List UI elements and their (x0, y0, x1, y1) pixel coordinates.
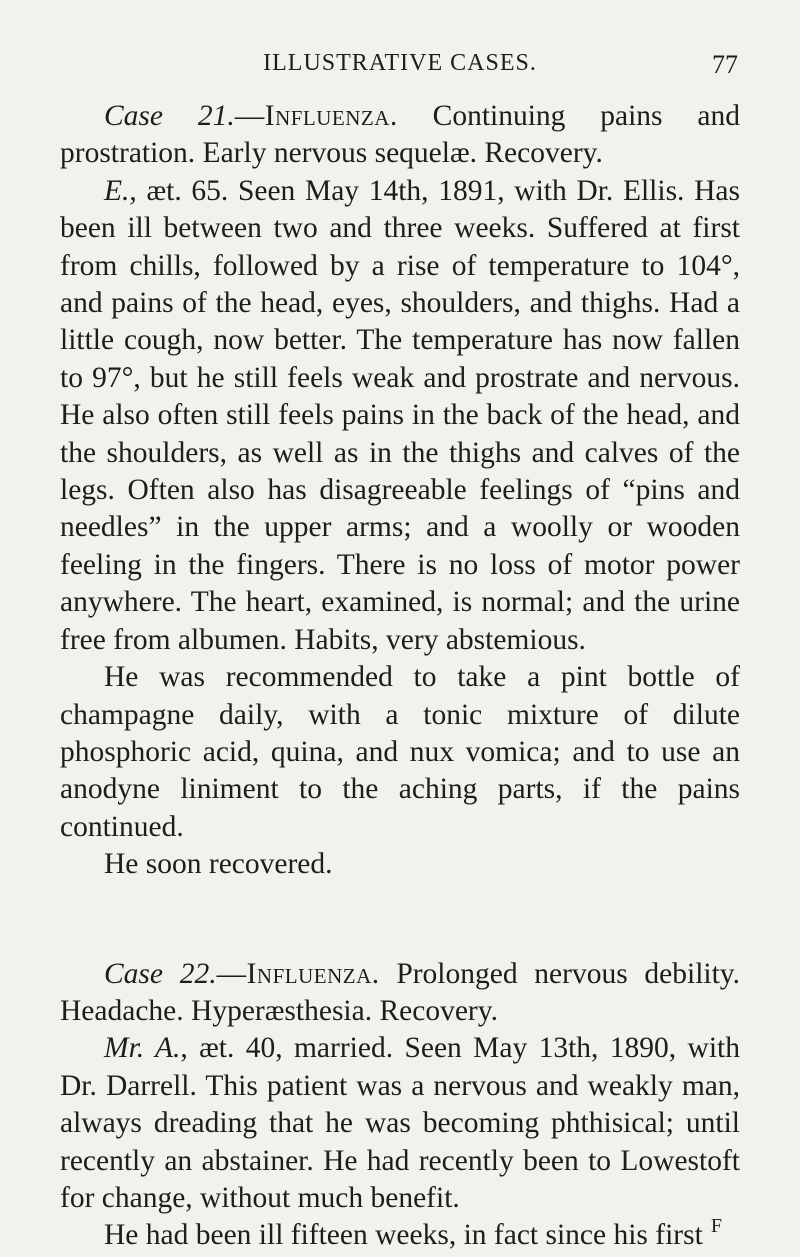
case-21-paragraph-1 (60, 173, 740, 659)
case-21-paragraph-2: He was recommended to take a pint bottle of champagne daily, with a tonic mixture of dilute phosphoric acid, quina, and nux vomica; and to use an anodyne liniment to the aching parts, if the pains continued. (60, 661, 740, 843)
case-22-heading (60, 956, 740, 1031)
running-head (0, 48, 800, 82)
body-text (60, 98, 740, 1255)
running-title: ILLUSTRATIVE CASES. (263, 50, 537, 76)
case-21-history: , æt. 65. Seen May 14th, 1891, with Dr. Ellis. Has been ill between two and three weeks. Suffered at first from chills, followed by a rise of temperature to 104°, and pains of the head, eyes, shoulders, and thighs. Had a little cough, now better. The temperature has now fallen to 97°, but he still feels weak and prostrate and nervous. He also often still feels pains in the back of the head, and the shoulders, as well as in the thighs and calves of the legs. Often also has disagreeable feelings of “pins and needles” in the upper arms; and a woolly or wooden feeling in the fingers. There is no loss of motor power anywhere. The heart, examined, is normal; and the urine free from albumen. Habits, very abstemious. (60, 174, 740, 656)
page-number: 77 (712, 50, 738, 79)
section-gap (60, 884, 740, 956)
case-22-title: —Influenza. (216, 957, 380, 990)
case-21-heading (60, 98, 740, 173)
case-22-label: Case 22. (104, 957, 217, 990)
case-21-paragraph-3: He soon recovered. (104, 848, 333, 881)
case-22-subtitle: Prolonged nervous debility. Headache. Hyperæsthesia. Recovery. (60, 957, 741, 1027)
case-21-patient: E. (104, 174, 130, 207)
case-22-paragraph-1 (60, 1030, 740, 1217)
case-21-subtitle: Continuing pains and prostration. Early nervous sequelæ. Recovery. (60, 100, 740, 170)
case-22-history: , æt. 40, married. Seen May 13th, 1890, with Dr. Darrell. This patient was a nervous and weakly man, always dreading that he was becoming phthisical; until recently an abstainer. He had recently been to Lowestoft for change, without much benefit. (60, 1032, 740, 1214)
case-22-paragraph-2: He had been ill fifteen weeks, in fact since his first (104, 1219, 703, 1252)
case-22-patient: Mr. A. (104, 1032, 181, 1065)
case-21-title: —Influenza. (234, 100, 398, 132)
signature-mark: F (710, 1215, 722, 1237)
case-21-label: Case 21. (104, 100, 235, 132)
